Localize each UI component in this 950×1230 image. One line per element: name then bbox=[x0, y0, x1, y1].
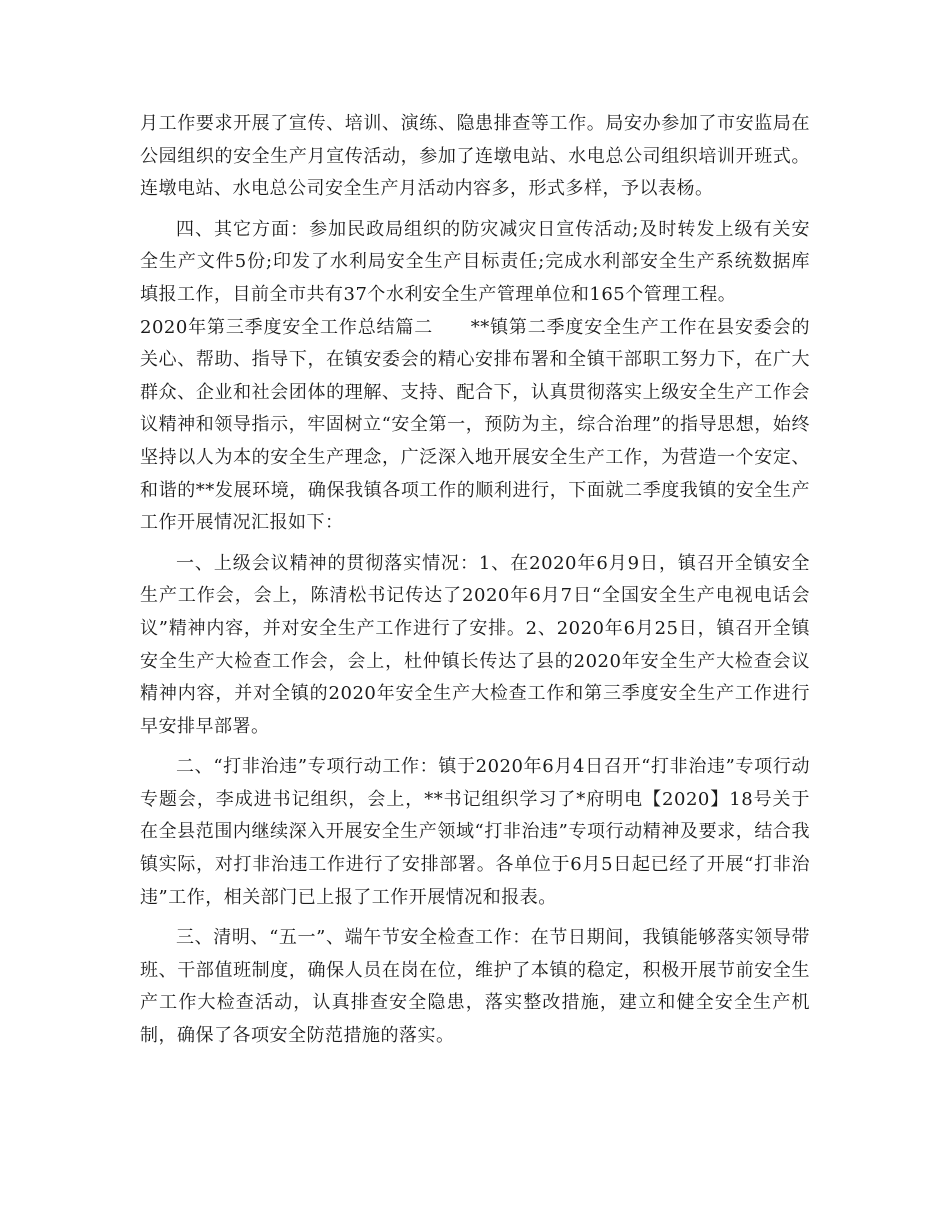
paragraph-holiday-inspection: 三、清明、“五一”、端午节安全检查工作：在节日期间，我镇能够落实领导带班、干部值班制度，确保人员在岗在位，维护了本镇的稳定，积极开展节前安全生产工作大检查活动，认真排查安全隐患，落实整改措施，建立和健全安全生产机制，确保了各项安全防范措施的落实。 bbox=[140, 927, 810, 1047]
paragraph-section-two-intro: 2020年第三季度安全工作总结篇二 **镇第二季度安全生产工作在县安委会的关心、帮助、指导下，在镇安委会的精心安排布署和全镇干部职工努力下，在广大群众、企业和社会团体的理解、支持、配合下，认真贯彻落实上级安全生产工作会议精神和领导指示，牢固树立“安全第一，预防为主，综合治理”的指导思想，始终坚持以人为本的安全生产理念，广泛深入地开展安全生产工作，为营造一个安定、和谐的**发展环境，确保我镇各项工作的顺利进行，下面就二季度我镇的安全生产工作开展情况汇报如下： bbox=[140, 316, 810, 534]
paragraph-other-aspects: 四、其它方面：参加民政局组织的防灾减灾日宣传活动;及时转发上级有关安全生产文件5份;印发了水利局安全生产目标责任;完成水利部安全生产系统数据库填报工作，目前全市共有37个水利安全生产管理单位和165个管理工程。 bbox=[140, 218, 810, 305]
document-body bbox=[140, 108, 810, 1053]
paragraph-meeting-implementation: 一、上级会议精神的贯彻落实情况：1、在2020年6月9日，镇召开全镇安全生产工作会，会上，陈清松书记传达了2020年6月7日“全国安全生产电视电话会议”精神内容，并对安全生产工作进行了安排。2、2020年6月25日，镇召开全镇安全生产大检查工作会，会上，杜仲镇长传达了县的2020年安全生产大检查会议精神内容，并对全镇的2020年安全生产大检查工作和第三季度安全生产工作进行早安排早部署。 bbox=[140, 552, 810, 737]
paragraph-continuation: 月工作要求开展了宣传、培训、演练、隐患排查等工作。局安办参加了市安监局在公园组织的安全生产月宣传活动，参加了连墩电站、水电总公司组织培训开班式。连墩电站、水电总公司安全生产月活动内容多，形式多样，予以表杨。 bbox=[140, 113, 810, 200]
paragraph-special-action: 二、“打非治违”专项行动工作：镇于2020年6月4日召开“打非治违”专项行动专题会，李成进书记组织，会上，**书记组织学习了*府明电【2020】18号关于在全县范围内继续深入开展安全生产领域“打非治违”专项行动精神及要求，结合我镇实际，对打非治违工作进行了安排部署。各单位于6月5日起已经了开展“打非治违”工作，相关部门已上报了工作开展情况和报表。 bbox=[140, 756, 810, 908]
